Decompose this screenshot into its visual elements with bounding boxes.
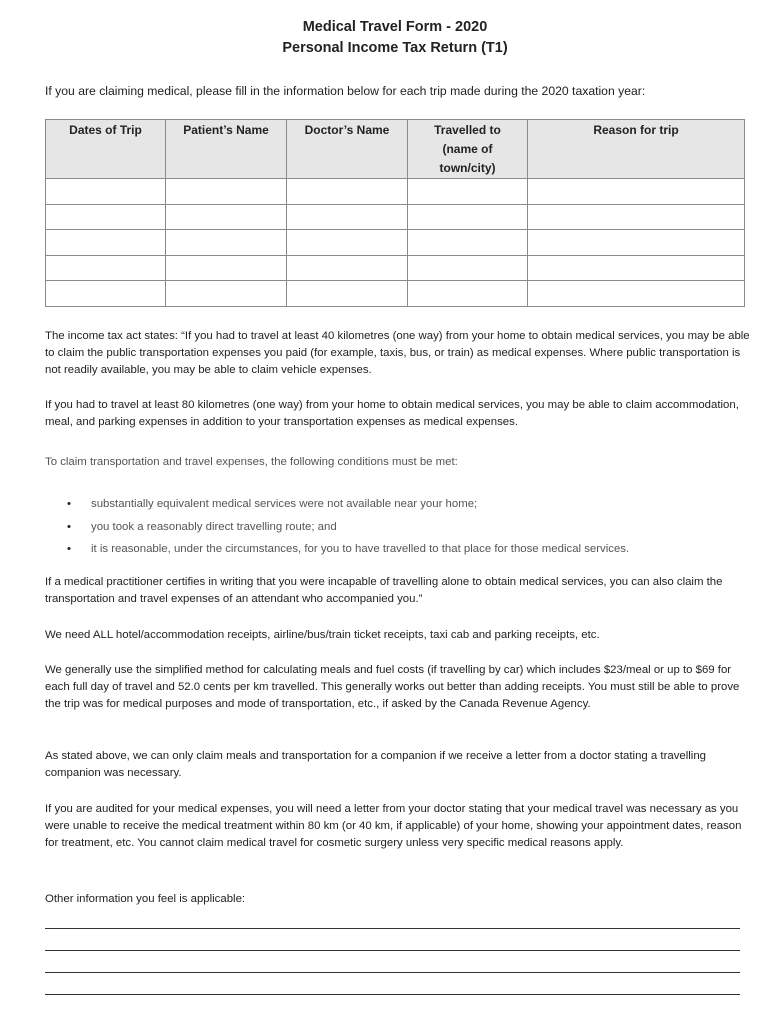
audit-paragraph: If you are audited for your medical expenses, you will need a letter from your doctor stating that your medical travel was necessary as you were unable to receive the medical treatment within 80 km (or 40 km, if applicable) of your home, showing your appointment dates, reason for treatment, etc. You cannot claim medical travel for cosmetic surgery unless very specific medical reasons apply.: [45, 803, 742, 849]
table-header-row: [46, 120, 745, 179]
table-cell[interactable]: [166, 204, 287, 230]
form-subtitle: Personal Income Tax Return (T1): [282, 40, 508, 56]
receipts-paragraph: We need ALL hotel/accommodation receipts, airline/bus/train ticket receipts, taxi cab and parking receipts, etc.: [45, 629, 600, 641]
table-cell[interactable]: [46, 204, 166, 230]
table-cell[interactable]: [408, 179, 528, 205]
table-cell[interactable]: [166, 230, 287, 256]
simplified-method-paragraph: We generally use the simplified method for calculating meals and fuel costs (if travelling by car) which includes $23/meal or up to $69 for each full day of travel and 52.0 cents per km travelled. This generally works out better than adding receipts. You must still be able to prove the trip was for medical purposes and mode of transportation, etc., if asked by the Canada Revenue Agency.: [45, 664, 740, 710]
table-cell[interactable]: [287, 179, 408, 205]
table-cell[interactable]: [408, 255, 528, 281]
table-row: [46, 179, 745, 205]
col-doctors-name: Doctor’s Name: [287, 120, 408, 179]
table-cell[interactable]: [528, 204, 745, 230]
table-cell[interactable]: [46, 179, 166, 205]
table-cell[interactable]: [46, 281, 166, 307]
form-title: Medical Travel Form - 2020: [302, 19, 488, 35]
table-row: [46, 281, 745, 307]
tax-act-paragraph: The income tax act states: “If you had to travel at least 40 kilometres (one way) from your home to obtain medical services, you may be able to claim the public transportation expenses you paid (for example, taxis, bus, or train) as medical expenses. Where public transportation is not readily available, you may be able to claim vehicle expenses.: [45, 330, 750, 376]
bullet-icon: •: [67, 543, 71, 555]
table-cell[interactable]: [408, 230, 528, 256]
condition-text: it is reasonable, under the circumstances, for you to have travelled to that place for those medical services.: [91, 543, 630, 555]
table-cell[interactable]: [46, 230, 166, 256]
table-cell[interactable]: [528, 281, 745, 307]
trips-table: [45, 119, 745, 307]
companion-paragraph: As stated above, we can only claim meals and transportation for a companion if we receive a letter from a doctor stating a travelling companion was necessary.: [45, 750, 706, 779]
table-cell[interactable]: [46, 255, 166, 281]
table-cell[interactable]: [287, 281, 408, 307]
intro-text: If you are claiming medical, please fill in the information below for each trip made during the 2020 taxation year:: [45, 84, 646, 98]
other-info-line-3[interactable]: [45, 972, 740, 973]
conditions-list: [45, 493, 750, 561]
table-cell[interactable]: [408, 281, 528, 307]
table-cell[interactable]: [408, 204, 528, 230]
condition-text: you took a reasonably direct travelling route; and: [91, 520, 337, 533]
other-info-line-2[interactable]: [45, 950, 740, 951]
list-item: [45, 493, 750, 516]
conditions-intro: To claim transportation and travel expenses, the following conditions must be met:: [45, 456, 458, 468]
other-info-line-1[interactable]: [45, 928, 740, 929]
table-cell[interactable]: [166, 179, 287, 205]
list-item: [45, 516, 750, 539]
col-dates-of-trip: Dates of Trip: [46, 120, 166, 179]
col-travelled-to-label: Travelled to (name of town/city): [434, 123, 501, 175]
table-cell[interactable]: [287, 230, 408, 256]
table-row: [46, 230, 745, 256]
other-info-label: Other information you feel is applicable:: [45, 893, 246, 905]
col-travelled-to: [408, 120, 528, 179]
other-info-line-4[interactable]: [45, 994, 740, 995]
attendant-paragraph: If a medical practitioner certifies in writing that you were incapable of travelling alone to obtain medical services, you can also claim the transportation and travel expenses of an attendant who accompanied you.”: [45, 576, 723, 605]
list-item: [45, 538, 750, 561]
col-reason-for-trip: Reason for trip: [528, 120, 745, 179]
table-cell[interactable]: [528, 179, 745, 205]
table-cell[interactable]: [287, 255, 408, 281]
table-row: [46, 255, 745, 281]
bullet-icon: •: [67, 498, 71, 510]
table-row: [46, 204, 745, 230]
col-patients-name: Patient’s Name: [166, 120, 287, 179]
table-cell[interactable]: [528, 255, 745, 281]
table-cell[interactable]: [166, 281, 287, 307]
table-cell[interactable]: [528, 230, 745, 256]
eighty-km-paragraph: If you had to travel at least 80 kilometres (one way) from your home to obtain medical services, you may be able to claim accommodation, meal, and parking expenses in addition to your transportation expenses as medical expenses.: [45, 399, 739, 428]
table-cell[interactable]: [166, 255, 287, 281]
bullet-icon: •: [67, 520, 71, 533]
table-cell[interactable]: [287, 204, 408, 230]
condition-text: substantially equivalent medical services were not available near your home;: [91, 498, 478, 510]
